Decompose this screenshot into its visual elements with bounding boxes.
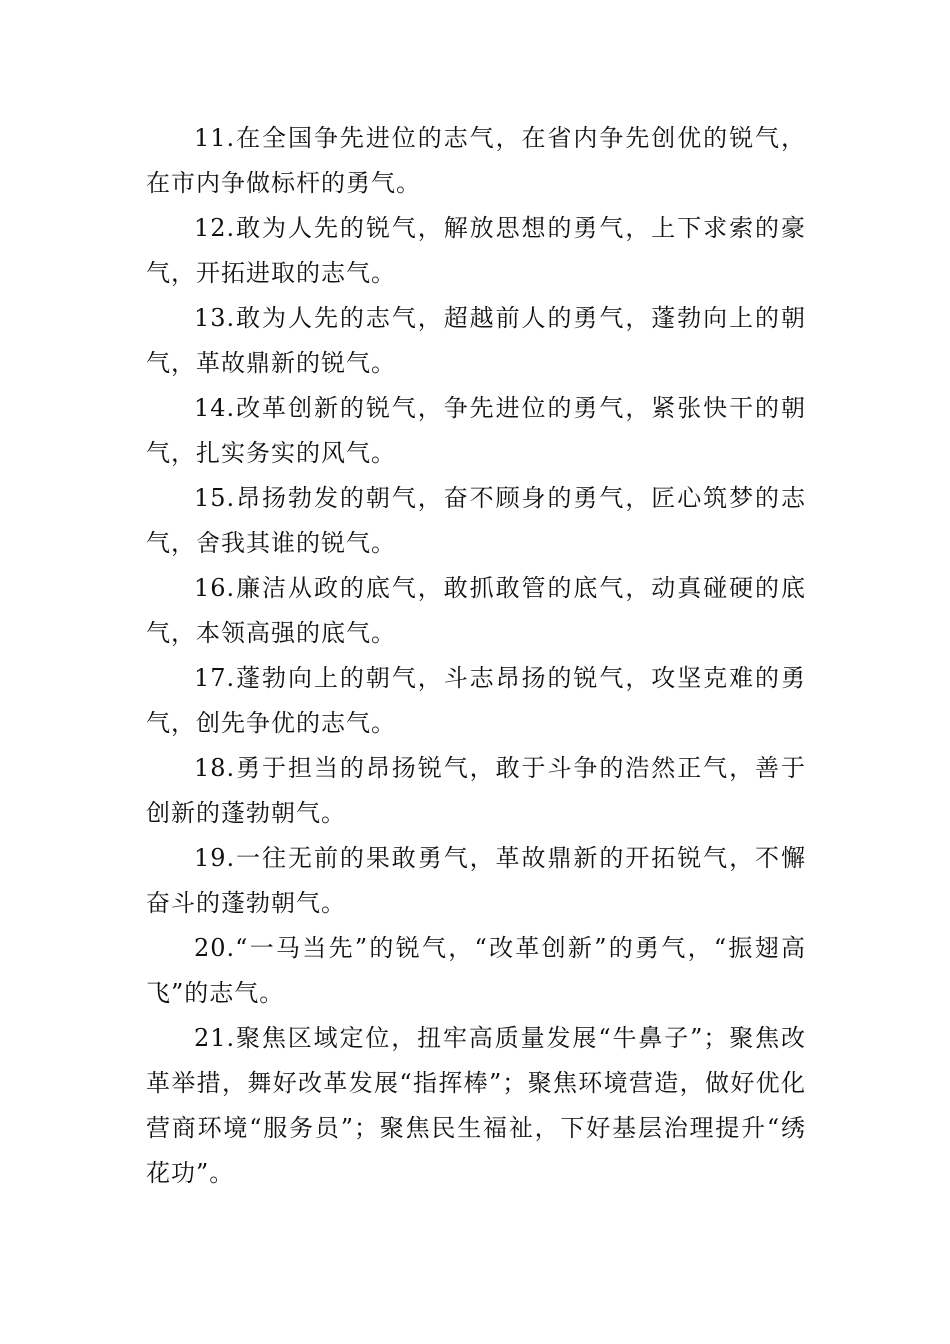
paragraph-11: 11.在全国争先进位的志气，在省内争先创优的锐气，在市内争做标杆的勇气。	[146, 124, 806, 197]
paragraph-13: 13.敢为人先的志气，超越前人的勇气，蓬勃向上的朝气，革故鼎新的锐气。	[146, 304, 806, 377]
document-body	[146, 116, 806, 1196]
paragraph-21: 21.聚焦区域定位，扭牢高质量发展“牛鼻子”；聚焦改革举措，舞好改革发展“指挥棒”；聚焦环境营造，做好优化营商环境“服务员”；聚焦民生福祉，下好基层治理提升“绣花功”。	[146, 1024, 806, 1187]
paragraph-17: 17.蓬勃向上的朝气，斗志昂扬的锐气，攻坚克难的勇气，创先争优的志气。	[146, 664, 806, 737]
paragraph-19: 19.一往无前的果敢勇气，革故鼎新的开拓锐气，不懈奋斗的蓬勃朝气。	[146, 844, 806, 917]
paragraph-16: 16.廉洁从政的底气，敢抓敢管的底气，动真碰硬的底气，本领高强的底气。	[146, 574, 806, 647]
paragraph-14: 14.改革创新的锐气，争先进位的勇气，紧张快干的朝气，扎实务实的风气。	[146, 394, 806, 467]
paragraph-20: 20.“一马当先”的锐气，“改革创新”的勇气，“振翅高飞”的志气。	[146, 934, 806, 1007]
paragraph-15: 15.昂扬勃发的朝气，奋不顾身的勇气，匠心筑梦的志气，舍我其谁的锐气。	[146, 484, 806, 557]
paragraph-12: 12.敢为人先的锐气，解放思想的勇气，上下求索的豪气，开拓进取的志气。	[146, 214, 806, 287]
paragraph-18: 18.勇于担当的昂扬锐气，敢于斗争的浩然正气，善于创新的蓬勃朝气。	[146, 754, 806, 827]
